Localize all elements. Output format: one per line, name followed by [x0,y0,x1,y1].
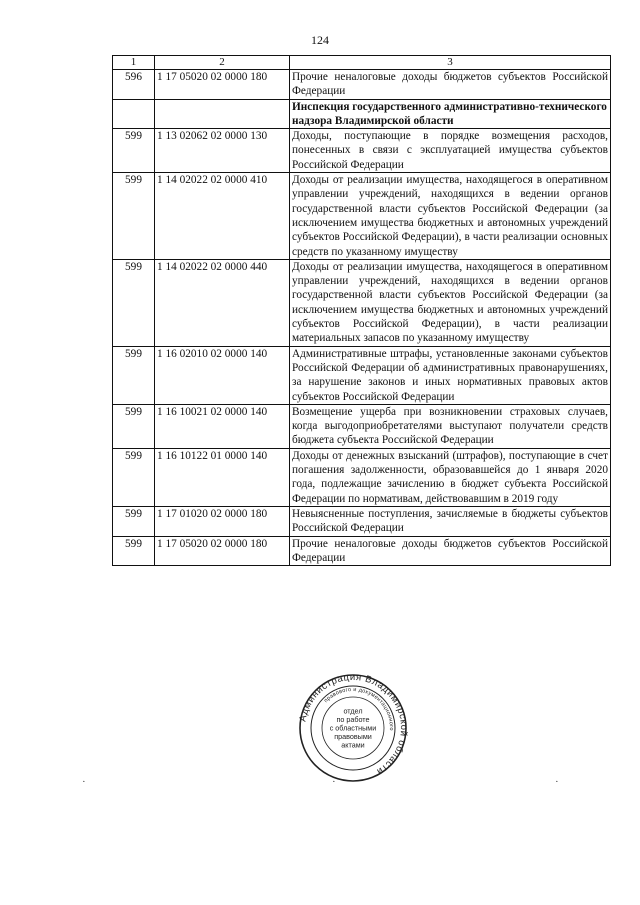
seal-center-line: по работе [336,715,370,724]
table-row [113,448,611,506]
budget-code-cell: 1 14 02022 02 0000 440 [155,259,290,346]
budget-code-cell: 1 16 10122 01 0000 140 [155,448,290,506]
budget-code-cell: 1 16 10021 02 0000 140 [155,404,290,448]
row-number-cell: 599 [113,506,155,536]
budget-code-cell: 1 17 05020 02 0000 180 [155,70,290,100]
budget-code-cell: 1 13 02062 02 0000 130 [155,129,290,173]
scan-mark-right: · [555,776,559,788]
seal-center-text [330,707,377,750]
table-row [113,404,611,448]
description-cell: Невыясненные поступления, зачисляемые в бюджеты субъектов Российской Федерации [290,506,611,536]
official-seal [296,673,410,783]
column-header-3: 3 [290,56,611,70]
table-row [113,346,611,404]
section-heading-cell: Инспекция государственного административно-технического надзора Владимирской области [290,99,611,129]
budget-code-cell [155,99,290,129]
page-number: 124 [311,33,329,47]
table-row [113,173,611,260]
budget-code-cell: 1 14 02022 02 0000 410 [155,173,290,260]
scan-mark-left: · [82,776,86,788]
column-header-2: 2 [155,56,290,70]
description-cell: Возмещение ущерба при возникновении страховых случаев, когда выгодоприобретателями выступают получатели средств бюджета субъекта Российской Федерации [290,404,611,448]
seal-center-line: с областными [329,723,377,733]
table-row [113,99,611,129]
table-row [113,259,611,346]
row-number-cell: 599 [113,129,155,173]
row-number-cell: 596 [113,70,155,100]
description-cell: Доходы, поступающие в порядке возмещения расходов, понесенных в связи с эксплуатацией имущества субъектов Российской Федерации [290,129,611,173]
row-number-cell: 599 [113,346,155,404]
description-cell: Прочие неналоговые доходы бюджетов субъектов Российской Федерации [290,70,611,100]
row-number-cell [113,99,155,129]
description-cell: Доходы от денежных взысканий (штрафов), поступающие в счет погашения задолженности, образовавшейся до 1 января 2020 года, подлежащие зачислению в бюджет субъекта Российской Федерации по нормативам, действовавшим в 2019 году [290,448,611,506]
row-number-cell: 599 [113,448,155,506]
seal-outer-text: Администрация Владимирской области [297,673,410,778]
description-cell: Прочие неналоговые доходы бюджетов субъектов Российской Федерации [290,536,611,566]
row-number-cell: 599 [113,173,155,260]
row-number-cell: 599 [113,404,155,448]
description-cell: Доходы от реализации имущества, находящегося в оперативном управлении учреждений, находящихся в ведении органов государственной власти субъектов Российской Федерации (за исключением имущества бюджетных и автономных учреждений субъектов Российской Федерации), в части реализации основных средств по указанному имуществу [290,173,611,260]
column-header-1: 1 [113,56,155,70]
budget-code-cell: 1 17 05020 02 0000 180 [155,536,290,566]
scan-mark-middle: · [332,776,336,788]
description-cell: Доходы от реализации имущества, находящегося в оперативном управлении учреждений, находящихся в ведении органов государственной власти субъектов Российской Федерации (за исключением имущества бюджетных и автономных учреждений субъектов Российской Федерации), в части реализации материальных запасов по указанному имуществу [290,259,611,346]
seal-center-line: актами [341,740,365,750]
seal-center-line: правовыми [334,732,372,741]
seal-center-line: отдел [343,706,363,716]
description-cell: Административные штрафы, установленные законами субъектов Российской Федерации об административных правонарушениях, за нарушение законов и иных нормативных правовых актов субъектов Российской Федерации [290,346,611,404]
row-number-cell: 599 [113,536,155,566]
table-row [113,506,611,536]
seal-inner-text: правового и документационного [323,686,395,731]
table-header-row [113,56,611,70]
budget-code-cell: 1 17 01020 02 0000 180 [155,506,290,536]
budget-code-cell: 1 16 02010 02 0000 140 [155,346,290,404]
row-number-cell: 599 [113,259,155,346]
table-row [113,129,611,173]
budget-code-table [112,55,611,566]
table-row [113,70,611,100]
table-row [113,536,611,566]
